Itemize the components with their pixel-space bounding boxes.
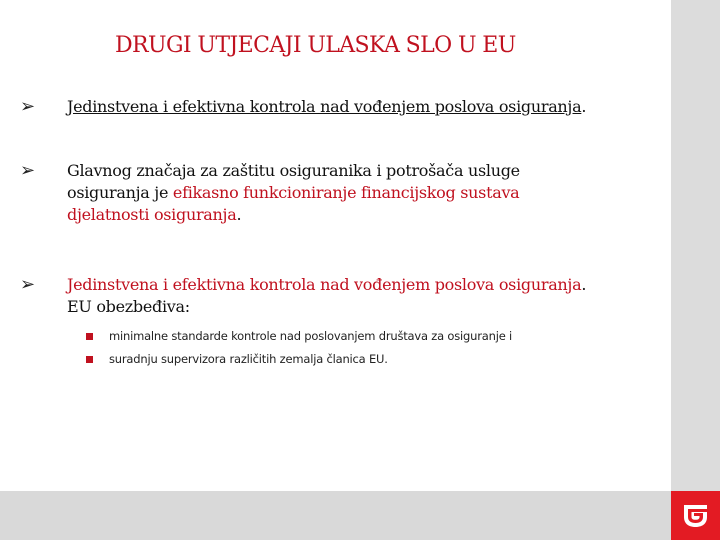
bullet-2-line1: Glavnog značaja za zaštitu osiguranika i potrošača usluge <box>67 161 520 180</box>
bullet-2 <box>20 160 660 226</box>
bullet-3-line2: EU obezbeđiva: <box>67 297 190 316</box>
right-gray-band <box>671 0 720 540</box>
bullet-1 <box>20 96 660 118</box>
sub-item-2 <box>86 351 646 367</box>
bullet-1-text <box>67 96 660 118</box>
page-title: DRUGI UTJECAJI ULASKA SLO U EU <box>115 33 516 58</box>
bullet-2-text <box>67 160 660 226</box>
sub-item-1 <box>86 328 646 344</box>
bullet-3-line1-red: Jedinstvena i efektivna kontrola nad vođenjem poslova osiguranja <box>67 275 582 294</box>
square-bullet-icon <box>86 356 93 363</box>
logo-icon <box>681 501 710 530</box>
square-bullet-icon <box>86 333 93 340</box>
bullet-1-end: . <box>581 97 587 116</box>
arrow-bullet-icon: ➢ <box>20 96 36 117</box>
bullet-2-line3-red: djelatnosti osiguranja <box>67 205 237 224</box>
bullet-2-line2-red: efikasno funkcioniranje financijskog sustava <box>172 183 520 202</box>
sub-item-2-text: suradnju supervizora različitih zemalja članica EU. <box>109 352 388 366</box>
bullet-2-end: . <box>236 205 242 224</box>
bullet-3 <box>20 274 660 318</box>
sub-item-1-text: minimalne standarde kontrole nad poslovanjem društava za osiguranje i <box>109 329 513 343</box>
arrow-bullet-icon: ➢ <box>20 160 36 181</box>
logo <box>671 491 720 540</box>
bullet-2-line2-prefix: osiguranja je <box>67 183 173 202</box>
arrow-bullet-icon: ➢ <box>20 274 36 295</box>
bullet-1-line1: Jedinstvena i efektivna kontrola nad vođenjem poslova osiguranja <box>67 97 582 116</box>
bullet-3-end: . <box>581 275 587 294</box>
bottom-gray-band <box>0 491 671 540</box>
bullet-3-text <box>67 274 660 318</box>
